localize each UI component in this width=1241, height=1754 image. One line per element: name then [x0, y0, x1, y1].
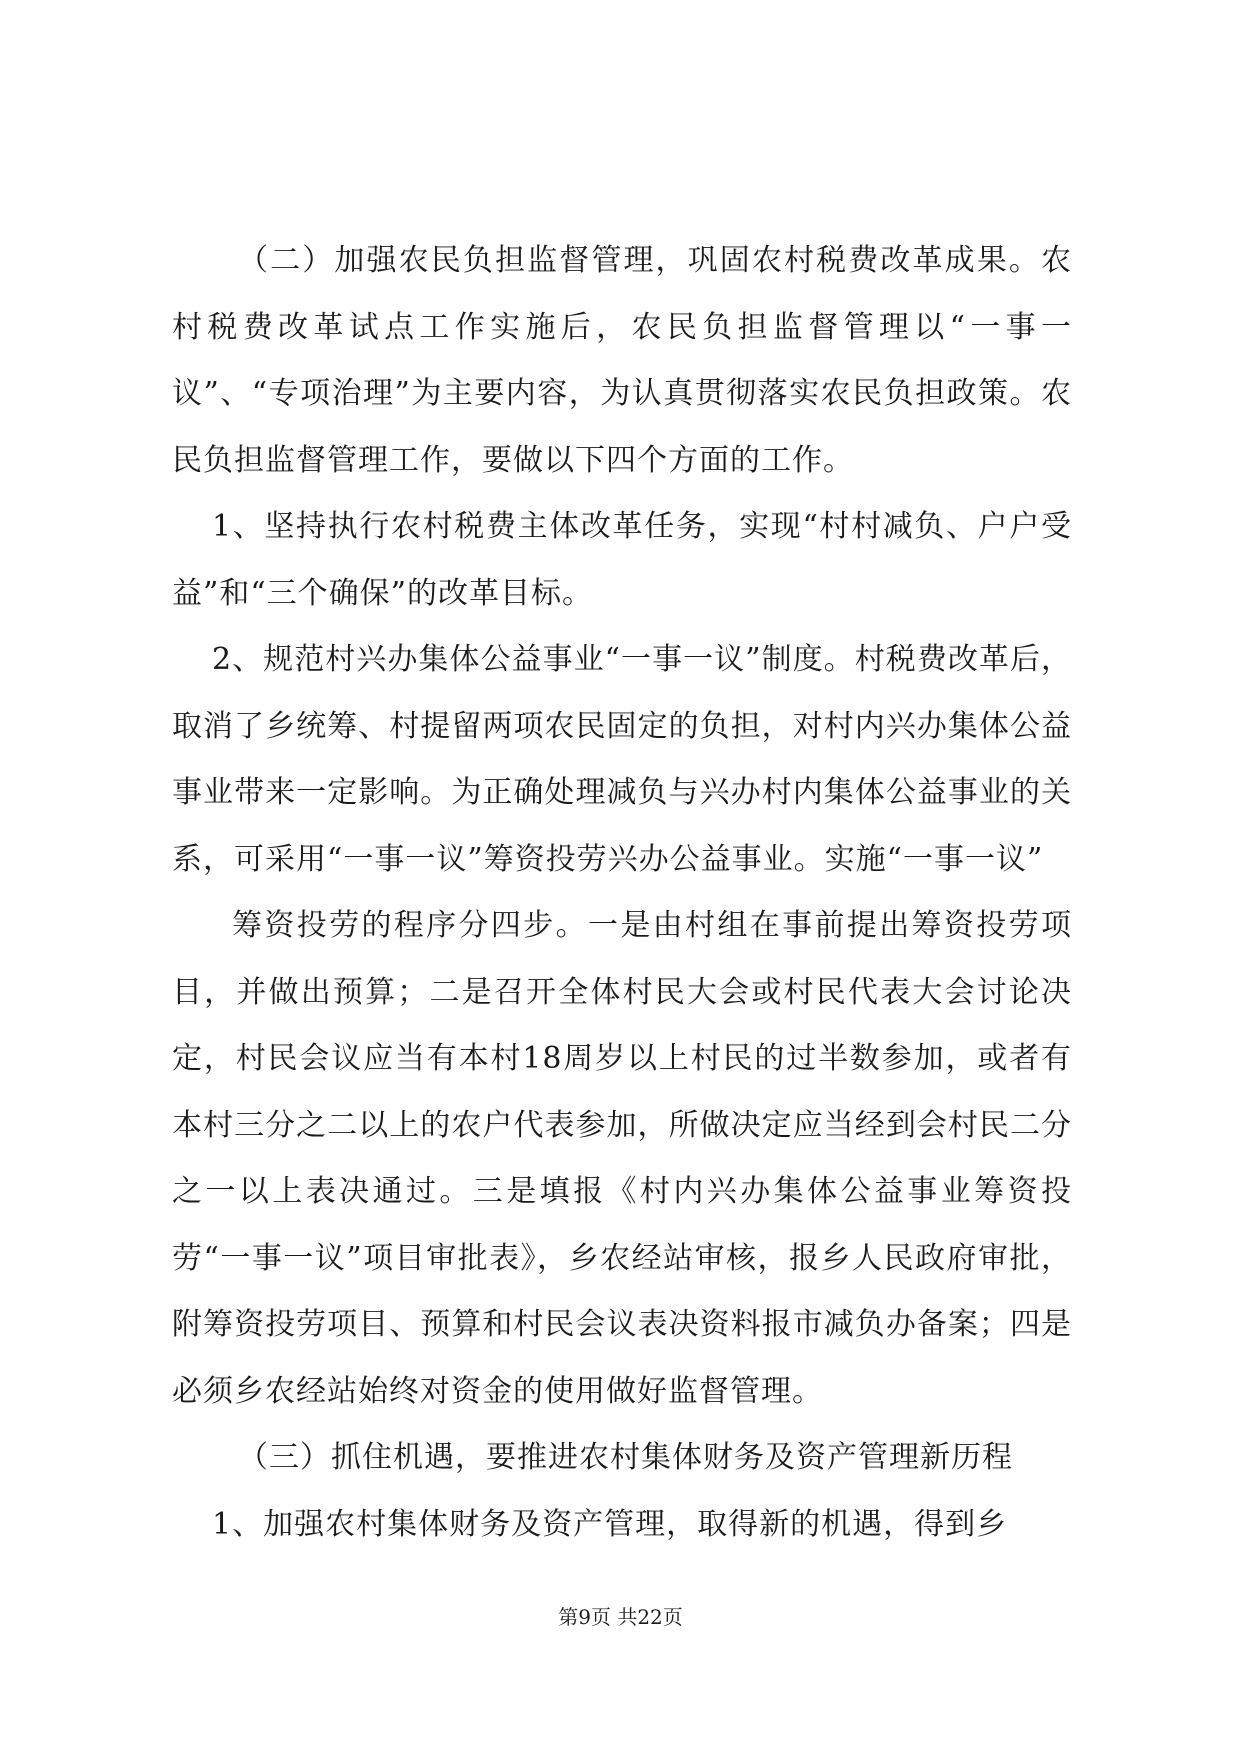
- document-body: [172, 228, 1072, 1558]
- paragraph-procedure: 筹资投劳的程序分四步。一是由村组在事前提出筹资投劳项目，并做出预算；二是召开全体村民大会或村民代表大会讨论决定，村民会议应当有本村18周岁以上村民的过半数参加，或者有本村三分之二以上的农户代表参加，所做决定应当经到会村民二分之一以上表决通过。三是填报《村内兴办集体公益事业筹资投劳“一事一议”项目审批表》，乡农经站审核，报乡人民政府审批，附筹资投劳项目、预算和村民会议表决资料报市减负办备案；四是必须乡农经站始终对资金的使用做好监督管理。: [172, 908, 1072, 1409]
- paragraph-section-two: （二）加强农民负担监督管理，巩固农村税费改革成果。农村税费改革试点工作实施后，农民负担监督管理以“一事一议”、“专项治理”为主要内容，为认真贯彻落实农民负担政策。农民负担监督管理工作，要做以下四个方面的工作。: [172, 243, 1072, 478]
- paragraph-item-1: 1、坚持执行农村税费主体改革任务，实现“村村减负、户户受益”和“三个确保”的改革目标。: [172, 509, 1072, 611]
- paragraph-item-1-finance: 1、加强农村集体财务及资产管理，取得新的机遇，得到乡: [212, 1506, 1008, 1542]
- paragraph-item-2: 2、规范村兴办集体公益事业“一事一议”制度。村税费改革后，取消了乡统筹、村提留两项农民固定的负担，对村内兴办集体公益事业带来一定影响。为正确处理减负与兴办村内集体公益事业的关系，可采用“一事一议”筹资投劳兴办公益事业。实施“一事一议”: [172, 642, 1072, 877]
- page-number-footer: 第9页 共22页: [558, 1605, 683, 1629]
- paragraph-section-three: （三）抓住机遇，要推进农村集体财务及资产管理新历程: [238, 1440, 1013, 1475]
